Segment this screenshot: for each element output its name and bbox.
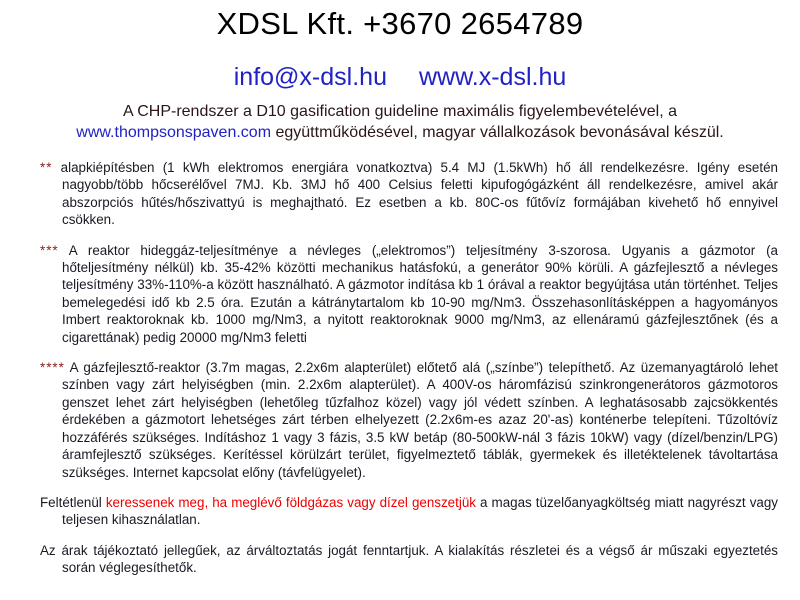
footnote-text-3: A gázfejlesztő-reaktor (3.7m magas, 2.2x6m alapterület) előtető alá („színbe”) telepíthető. Az üzemanyagtároló lehet színben vagy zárt helyiségben (min. 2.2x6m alapterület). A 400V-os háromfázisú szinkrongenerátoros gázmotoros genszet lehet zárt helyiségben (lehetőleg tűzfalhoz közel) vagy jól védett színben. A leghatásosabb zajcsökkentés érdekében a gázmotort lehetséges zárt térben elhelyezett (2.2x6m-es azaz 20'-as) konténerbe telepíteni. Tűzoltóvíz hozzáférés szükséges. Indításhoz 1 vagy 3 fázis, 3.5 kW betáp (80-500kW-nál 3 fázis 10kW) vagy (dízel/benzin/LPG) áramfejlesztő szükséges. Kerítéssel körülzárt terület, figyelmeztető táblák, gyermekek és illetéktelenek távoltartása szükséges. Internet kapcsolat előny (távfelügyelet).: [62, 360, 778, 480]
page-title: XDSL Kft. +3670 2654789: [216, 6, 584, 41]
footnote-paragraph-1: [40, 159, 778, 229]
footnote-paragraph-3: [40, 359, 778, 481]
partner-link[interactable]: www.thompsonspaven.com: [76, 124, 272, 141]
cta-prefix: Feltétlenül: [40, 494, 106, 510]
contact-links: [0, 63, 800, 92]
footnote-text-2: A reaktor hideggáz-teljesítménye a névleges („elektromos”) teljesítmény 3-szorosa. Ugyanis a gázmotor (a hőteljesítmény nélkül) kb. 35-42% közötti mechanikus hatásfokú, a generátor 90% körüli. A gázfejlesztő a névleges teljesítmény 33%-110%-a között használható. A gázmotor indítása kb 1 órával a reaktor begyújtása után történhet. Teljes bemelegedési idő kb 2.5 óra. Ezután a kátránytartalom kb 10-90 mg/Nm3. Összehasonlításképpen a hagyományos Imbert reaktoroknak kb. 1000 mg/Nm3, a nyitott reaktoroknak 9000 mg/Nm3, az ellenáramú gázfejlesztőnek (és a cigarettának) pedig 20000 mg/Nm3 feletti: [62, 242, 778, 345]
footnote-marker-1: **: [40, 160, 53, 175]
document-body: [40, 159, 778, 577]
cta-suffix: a magas tüzelőanyagköltség miatt nagyrészt vagy teljesen kihasználatlan.: [62, 494, 778, 528]
cta-paragraph: [40, 494, 778, 529]
footnote-text-1: alapkiépítésben (1 kWh elektromos energiára vonatkoztva) 5.4 MJ (1.5kWh) hő áll rendelkezésre. Igény esetén nagyobb/több hőcserélővel 7MJ. Kb. 3MJ hő 400 Celsius feletti kipufogógázként áll rendelkezésre, amivel akár abszorpciós hűtés/hőszivattyú is meghajtható. Ez esetben a kb. 80C-os fűtővíz formájában kivehető hő ennyivel csökken.: [60, 160, 778, 228]
footnote-marker-3: ****: [40, 360, 65, 376]
intro-line-2-text: együttműködésével, magyar vállalkozások bevonásával készül.: [271, 124, 724, 141]
intro-line-1: A CHP-rendszer a D10 gasification guideline maximális figyelembevételével, a: [122, 103, 678, 120]
intro-text: [0, 101, 800, 143]
pricing-note-paragraph: [40, 542, 778, 577]
footnote-marker-2: ***: [40, 242, 59, 258]
email-link[interactable]: info@x-dsl.hu: [233, 63, 387, 91]
website-link[interactable]: www.x-dsl.hu: [418, 63, 567, 91]
pricing-note-text: Az árak tájékoztató jellegűek, az árváltoztatás jogát fenntartjuk. A kialakítás részletei és a végső ár műszaki egyeztetés során véglegesíthetők.: [40, 542, 778, 576]
footnote-paragraph-2: [40, 242, 778, 346]
intro-line-2: [0, 122, 800, 143]
cta-highlight: keressenek meg, ha meglévő földgázas vagy dízel genszetjük: [105, 494, 476, 510]
